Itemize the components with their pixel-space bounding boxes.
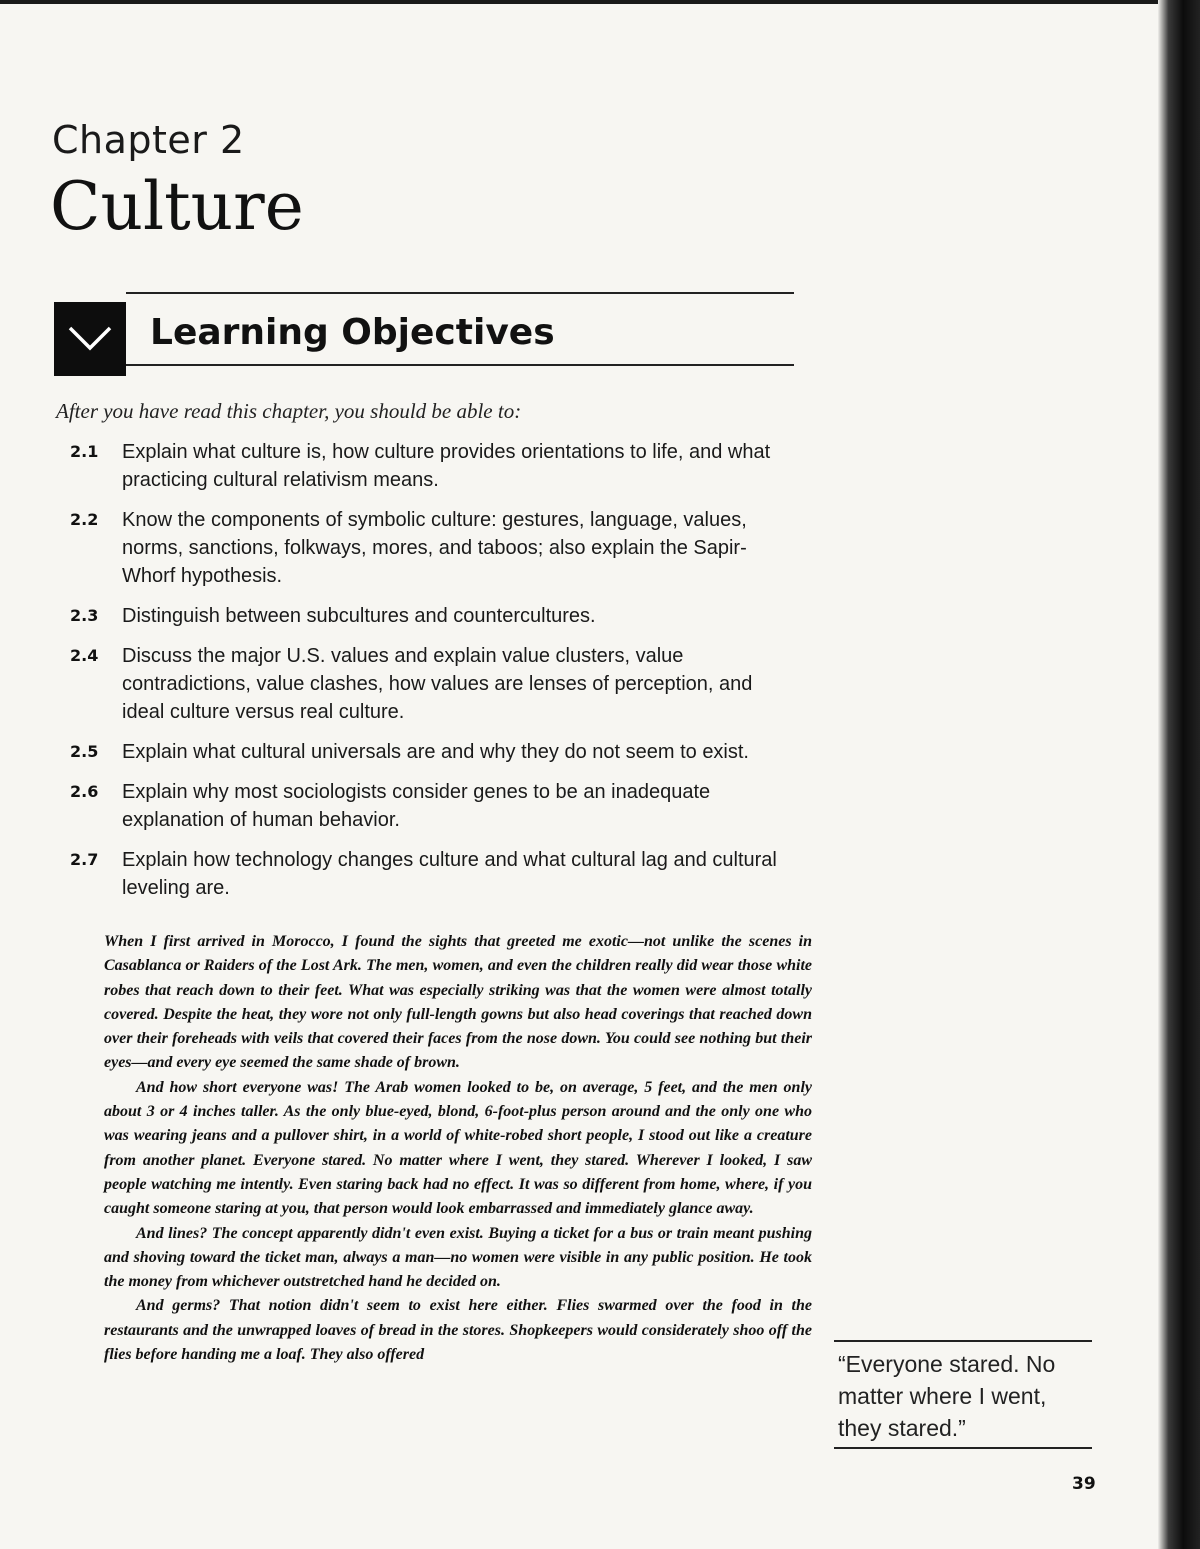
objective-number: 2.5	[70, 742, 99, 761]
chevron-down-icon	[68, 324, 112, 352]
objective-text: Explain what culture is, how culture provides orientations to life, and what practicing cultural relativism means.	[122, 441, 771, 491]
pullquote-rule-top	[834, 1340, 1092, 1342]
objective-text: Explain what cultural universals are and why they do not seem to exist.	[122, 741, 749, 763]
page-binding-shadow	[1158, 0, 1200, 1549]
objective-number: 2.1	[70, 442, 99, 461]
objective-text: Distinguish between subcultures and countercultures.	[122, 605, 596, 627]
objective-item	[70, 506, 800, 590]
page-number: 39	[1072, 1474, 1096, 1494]
objectives-intro: After you have read this chapter, you should be able to:	[56, 399, 522, 423]
objective-number: 2.2	[70, 510, 99, 529]
objective-text: Explain how technology changes culture and what cultural lag and cultural leveling are.	[122, 849, 777, 899]
heading-rule-top	[126, 292, 794, 294]
objective-item	[70, 438, 800, 494]
pullquote: “Everyone stared. No matter where I went, they stared.”	[838, 1351, 1056, 1441]
heading-rule-bottom	[126, 364, 794, 366]
page-top-edge	[0, 0, 1200, 4]
chapter-label: Chapter 2	[52, 118, 245, 162]
objective-number: 2.4	[70, 646, 99, 665]
objective-item	[70, 738, 800, 766]
chapter-title: Culture	[50, 168, 304, 245]
objective-number: 2.3	[70, 606, 99, 625]
objective-text: Discuss the major U.S. values and explain value clusters, value contradictions, value clashes, how values are lenses of perception, and ideal culture versus real culture.	[122, 645, 753, 723]
objective-item	[70, 846, 800, 902]
objective-text: Explain why most sociologists consider genes to be an inadequate explanation of human behavior.	[122, 781, 711, 831]
objective-text: Know the components of symbolic culture: gestures, language, values, norms, sanctions, folkways, mores, and taboos; also explain the Sapir-Whorf hypothesis.	[122, 509, 747, 587]
objective-item	[70, 778, 800, 834]
objective-item	[70, 642, 800, 726]
learning-objectives-badge	[54, 302, 126, 376]
learning-objectives-heading: Learning Objectives	[150, 312, 555, 353]
objective-number: 2.7	[70, 850, 99, 869]
story-paragraph: And germs? That notion didn't seem to exist here either. Flies swarmed over the food in the restaurants and the unwrapped loaves of bread in the stores. Shopkeepers would considerately shoo off the flies before handing me a loaf. They also offered	[104, 1297, 812, 1364]
objectives-list	[70, 438, 800, 914]
story-paragraph: When I first arrived in Morocco, I found the sights that greeted me exotic—not unlike the scenes in Casablanca or Raiders of the Lost Ark. The men, women, and even the children really did wear those white robes that reach down to their feet. What was especially striking was that the women were almost totally covered. Despite the heat, they wore not only full-length gowns but also head coverings that reached down over their foreheads with veils that covered their faces from the nose down. You could see nothing but their eyes—and every eye seemed the same shade of brown.	[104, 933, 812, 1072]
pullquote-rule-bottom	[834, 1447, 1092, 1449]
opening-story	[104, 930, 812, 1367]
objective-number: 2.6	[70, 782, 99, 801]
story-paragraph: And how short everyone was! The Arab women looked to be, on average, 5 feet, and the men only about 3 or 4 inches taller. As the only blue-eyed, blond, 6-foot-plus person around and the only one who was wearing jeans and a pullover shirt, in a world of white-robed short people, I stood out like a creature from another planet. Everyone stared. No matter where I went, they stared. Wherever I looked, I saw people watching me intently. Even staring back had no effect. It was so different from home, where, if you caught someone staring at you, that person would look embarrassed and immediately glance away.	[104, 1078, 812, 1218]
story-paragraph: And lines? The concept apparently didn't even exist. Buying a ticket for a bus or train meant pushing and shoving toward the ticket man, always a man—no women were visible in any public position. He took the money from whichever outstretched hand he decided on.	[104, 1224, 812, 1291]
objective-item	[70, 602, 800, 630]
